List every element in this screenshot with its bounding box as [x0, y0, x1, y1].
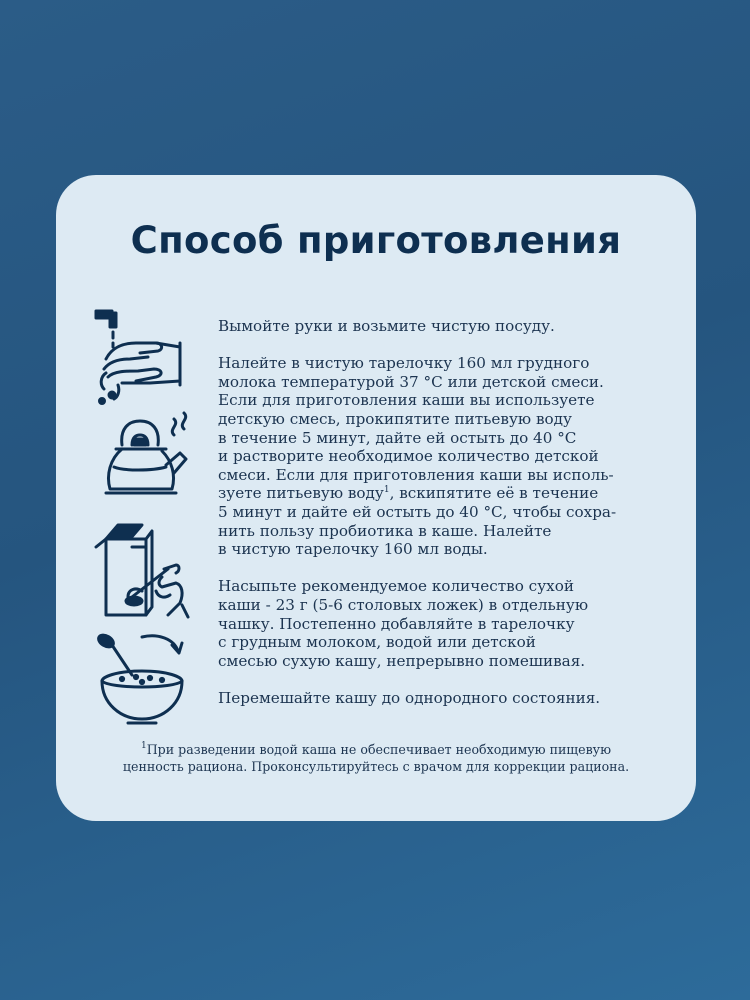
cereal-box-spoon-icon — [92, 521, 192, 621]
step-3-text: Насыпьте рекомендуемое количество сухой каши - 23 г (5-6 столовых ложек) в отдельную чашку. Постепенно добавляйте в тарелочку с грудным молоком, водой или детской смесью сухую кашу, непрерывно помешивая. — [218, 577, 589, 670]
footnote — [56, 741, 696, 775]
instructions-card — [56, 175, 696, 821]
footnote-text: При разведении водой каша не обеспечивает необходимую пищевую ценность рациона. Проконсультируйтесь с врачом для коррекции рациона. — [122, 742, 630, 774]
washing-hands-icon — [92, 307, 192, 407]
step-4-text: Перемешайте кашу до однородного состояния. — [218, 688, 601, 707]
page-title: Способ приготовления — [130, 219, 622, 262]
step-2-text-part-b: , вскипятите её в течение 5 минут и дайте ей остыть до 40 °С, чтобы сохра- нить пользу пробиотика в каше. Налейте в чистую тарелочку 160 мл воды. — [218, 484, 617, 559]
footnote-number: 1 — [140, 741, 147, 751]
step-1-text: Вымойте руки и возьмите чистую посуду. — [218, 317, 555, 335]
stirring-bowl-icon — [92, 629, 192, 729]
instructions-text — [218, 317, 658, 707]
kettle-icon — [92, 409, 192, 509]
step-2-text — [218, 354, 658, 559]
step-2-text-part-a: Налейте в чистую тарелочку 160 мл грудного молока температурой 37 °С или детской смеси. Если для приготовления каши вы используете детскую смесь, прокипятите питьевую воду в течение 5 минут, дайте ей остыть до 40 °С и растворите необходимое количество детской смеси. Если для приготовления каши вы исполь- зуете питьевую воду — [218, 354, 614, 503]
footnote-marker: 1 — [383, 485, 390, 496]
